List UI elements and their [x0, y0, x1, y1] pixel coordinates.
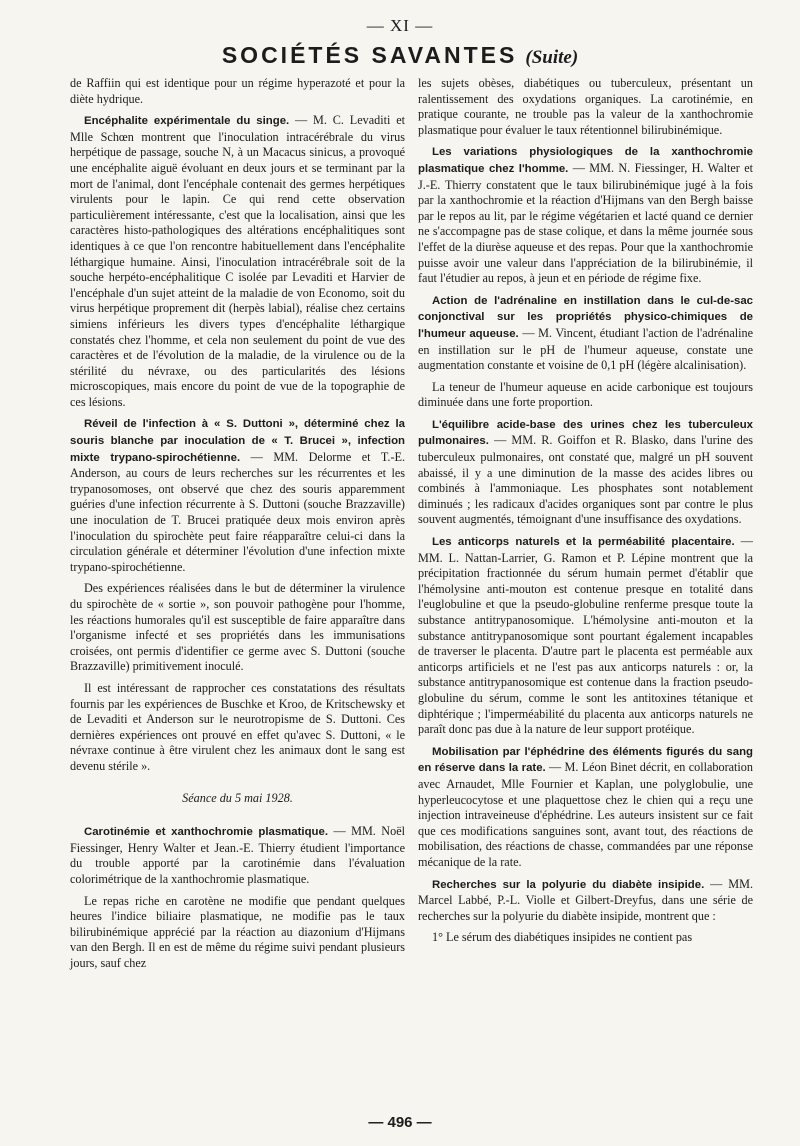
paragraph-intro: de Raffiin qui est identique pour un régime hyperazoté et pour la diète hydrique. — [70, 76, 405, 106]
section-heading: Carotinémie et xanthochromie plasmatique. — [84, 826, 328, 839]
section-carotinemie — [70, 824, 405, 887]
section-heading: Action de l'adrénaline en instillation dans le cul-de-sac conjonctival sur les propriétés physico-chimiques de l'humeur aqueuse. — [418, 294, 753, 340]
section-body: — MM. L. Nattan-Larrier, G. Ramon et P. Lépine montrent que la précipitation fractionnée du sérum humain permet d'établir que l'hémolysine anti-mouton est contenue presque en totalité dans l'euglobuline et que la pseudo-globuline renferme presque toute la substance antitrypanosomique. L'hémolysine anti-mouton et la substance antitrypanosomique sont pourtant également incapables de traverser le placenta. D'autre part le placenta est perméable aux anticorps artificiels et ne l'est pas aux anticorps naturels : or, la substance antitrypanosomique est contenue dans la fraction pseudo-globuline du sérum, comme le sont les antitoxines tétanique et diphtérique ; l'imperméabilité du placenta aux anticorps naturels ne paraît donc pas due à la nature de leur support protéique. — [418, 534, 753, 737]
paragraph: Il est intéressant de rapprocher ces constatations des résultats fournis par les expériences de Buschke et Kroo, de Kritschewsky et de Levaditi et Anderson sur le neurotropisme de S. Duttoni. Ces dernières expériences ont prouvé en effet qu'avec S. Duttoni, « le névraxe continue à être virulent chez les animaux dont le sang est devenu stérile ». — [70, 680, 405, 773]
section-heading: Les anticorps naturels et la perméabilité placentaire. — [432, 536, 735, 549]
right-column — [418, 76, 753, 952]
section-body: — M. C. Levaditi et Mlle Schœn montrent que l'inoculation intracérébrale du virus herpétique de passage, souche N, à un Macacus sinicus, a provoqué une encéphalite aiguë évoluant en deux jours et se terminant par la mort de l'animal, dont l'encéphale contenait des germes herpétiques virulents pour le lapin. Ce qui rend cette observation particulièrement intéressante, c'est que la localisation, ainsi que les caractères histo-pathologiques des altérations encéphalitiques sont identiques à ce que l'on rencontre habituellement dans l'encéphalite léthargique humaine. Ainsi, l'inoculation intracérébrale soit de la souche herpéto-encéphalitique C isolée par Levaditi et Harvier de l'encéphale d'un sujet atteint de la maladie de von Economo, soit du virus herpétique proprement dit (herpès labial), réalise chez certains simiens inférieurs les divers types d'encéphalite léthargique constatés chez l'homme, et cela non seulement du point de vue des caractères et de l'évolution de la maladie, de la virulence ou de la stérilité du névraxe, ou des particularités des lésions microscopiques, mais encore du point de vue de la topographie de ces lésions. — [70, 113, 406, 409]
section-variations-xanthochromie — [418, 144, 753, 286]
section-heading: L'équilibre acide-base des urines chez les tuberculeux pulmonaires. — [418, 418, 753, 448]
title-text: SOCIÉTÉS SAVANTES — [221, 42, 518, 68]
section-anticorps — [418, 534, 753, 738]
left-column — [70, 76, 405, 977]
section-heading: Les variations physiologiques de la xanthochromie plasmatique chez l'homme. — [418, 146, 753, 175]
paragraph: Le repas riche en carotène ne modifie que pendant quelques heures l'indice biliaire plasmatique, ne modifie pas le taux bilirubinémique apprécié par la réaction au diazonium d'Hijmans van den Bergh. Il en est de même du régime suivi pendant plusieurs jours, sauf chez — [70, 893, 405, 970]
section-body: — MM. Delorme et T.-E. Anderson, au cours de leurs recherches sur les récurrentes et les trypanosomoses, ont observé que chez des souris apparemment guéries d'une infection récurrente à S. Duttoni (souche Brazzaville) une inoculation de T. Brucei pratiquée deux mois environ après l'inoculation du spirochète peut faire réapparaître celui-ci dans la circulation générale et déterminer l'évolution d'une infection mixte trypano-spirochétienne. — [70, 449, 405, 574]
section-ephedrine — [418, 744, 753, 871]
list-item: 1° Le sérum des diabétiques insipides ne contient pas — [432, 930, 693, 945]
section-body: — M. Léon Binet décrit, en collaboration avec Arnaudet, Mlle Fournier et Kaplan, une polyglobulie, une hyperleucocytose et une plaquettose chez le chien qui a reçu une injection intraveineuse d'éphédrine. Les auteurs insistent sur ce fait que ces modifications sanguines sont, avant tout, des réactions de mobilisation, des réactions de chasse, commandées par une réponse mécanique de la rate. — [418, 760, 753, 869]
section-body: — MM. Noël Fiessinger, Henry Walter et Jean.-E. Thierry étudient l'importance du trouble apporté par la carotinémie dans l'évaluation colorimétrique de la xanthochromie plasmatique. — [70, 824, 405, 886]
section-polyurie — [418, 877, 753, 925]
section-reveil-infection — [70, 416, 405, 575]
section-body: — MM. R. Goiffon et R. Blasko, dans l'urine des tuberculeux pulmonaires, ont constaté que, malgré un pH souvent abaissé, il y a une diminution de la masse des acides libres ou combinés à l'ammoniaque. Les phosphates sont notablement diminués ; les radicaux d'acides organiques sont par contre le plus souvent augmentés, témoignant d'une insuffisance des oxydations. — [418, 433, 753, 527]
paragraph: Des expériences réalisées dans le but de déterminer la virulence du spirochète de « sortie », son pouvoir pathogène pour l'homme, les réactions humorales qu'il est susceptible de faire apparaître dans l'organisme infecté et ses propriétés dans les immunisations croisées, ont permis d'identifier ce germe avec S. Duttoni (souche Brazzaville) primitivement inoculé. — [70, 581, 405, 674]
seance-date: Séance du 5 mai 1928. — [182, 790, 293, 805]
section-encephalite — [70, 113, 405, 410]
paragraph-continued: les sujets obèses, diabétiques ou tuberculeux, présentant un ralentissement des oxydations organiques. La carotinémie, en pratique courante, ne trouble pas la valeur de la xanthochromie plasmatique pour évaluer le taux rétentionnel bilirubinémique. — [418, 76, 753, 137]
page-number: — 496 — — [368, 1114, 432, 1131]
section-heading: Mobilisation par l'éphédrine des éléments figurés du sang en réserve dans la rate. — [418, 745, 753, 775]
section-body: — MM. Marcel Labbé, P.-L. Violle et Gilbert-Dreyfus, dans une série de recherches sur la polyurie du diabète insipide, montrent que : — [418, 876, 753, 923]
section-body: — M. Vincent, étudiant l'action de l'adrénaline en instillation sur le pH de l'humeur aqueuse, constate une augmentation constante et voisine de 0,1 pH (légère alcalinisation). — [418, 325, 754, 373]
running-head: — XI — — [366, 16, 434, 35]
title-suite: (Suite) — [525, 47, 579, 68]
page-title — [0, 42, 800, 69]
section-heading: Recherches sur la polyurie du diabète insipide. — [432, 878, 705, 891]
section-heading: Encéphalite expérimentale du singe. — [84, 115, 290, 128]
section-equilibre-acide-base — [418, 417, 753, 528]
paragraph: La teneur de l'humeur aqueuse en acide carbonique est toujours diminuée dans une forte proportion. — [418, 379, 753, 410]
section-heading: Réveil de l'infection à « S. Duttoni », déterminé chez la souris blanche par inoculation de « T. Brucei », infection mixte trypano-spirochétienne. — [70, 418, 405, 464]
section-body: — MM. N. Fiessinger, H. Walter et J.-E. Thierry constatent que le taux bilirubinémique jugé à la fois par la xanthochromie et la réaction d'Hijmans van den Bergh baisse par le repos au lit, par le régime végétarien et lacté quand ce dernier ne s'accompagne pas de stase colique, et dans la même journée sous l'effet de la diurèse aqueuse et des repas. Pour que la xanthochromie puisse avoir une valeur dans l'appréciation de la bilirubinémie, il faut l'étudier au repos, à jeun et en période de régime fixe. — [418, 160, 753, 286]
section-adrenaline — [418, 293, 753, 374]
